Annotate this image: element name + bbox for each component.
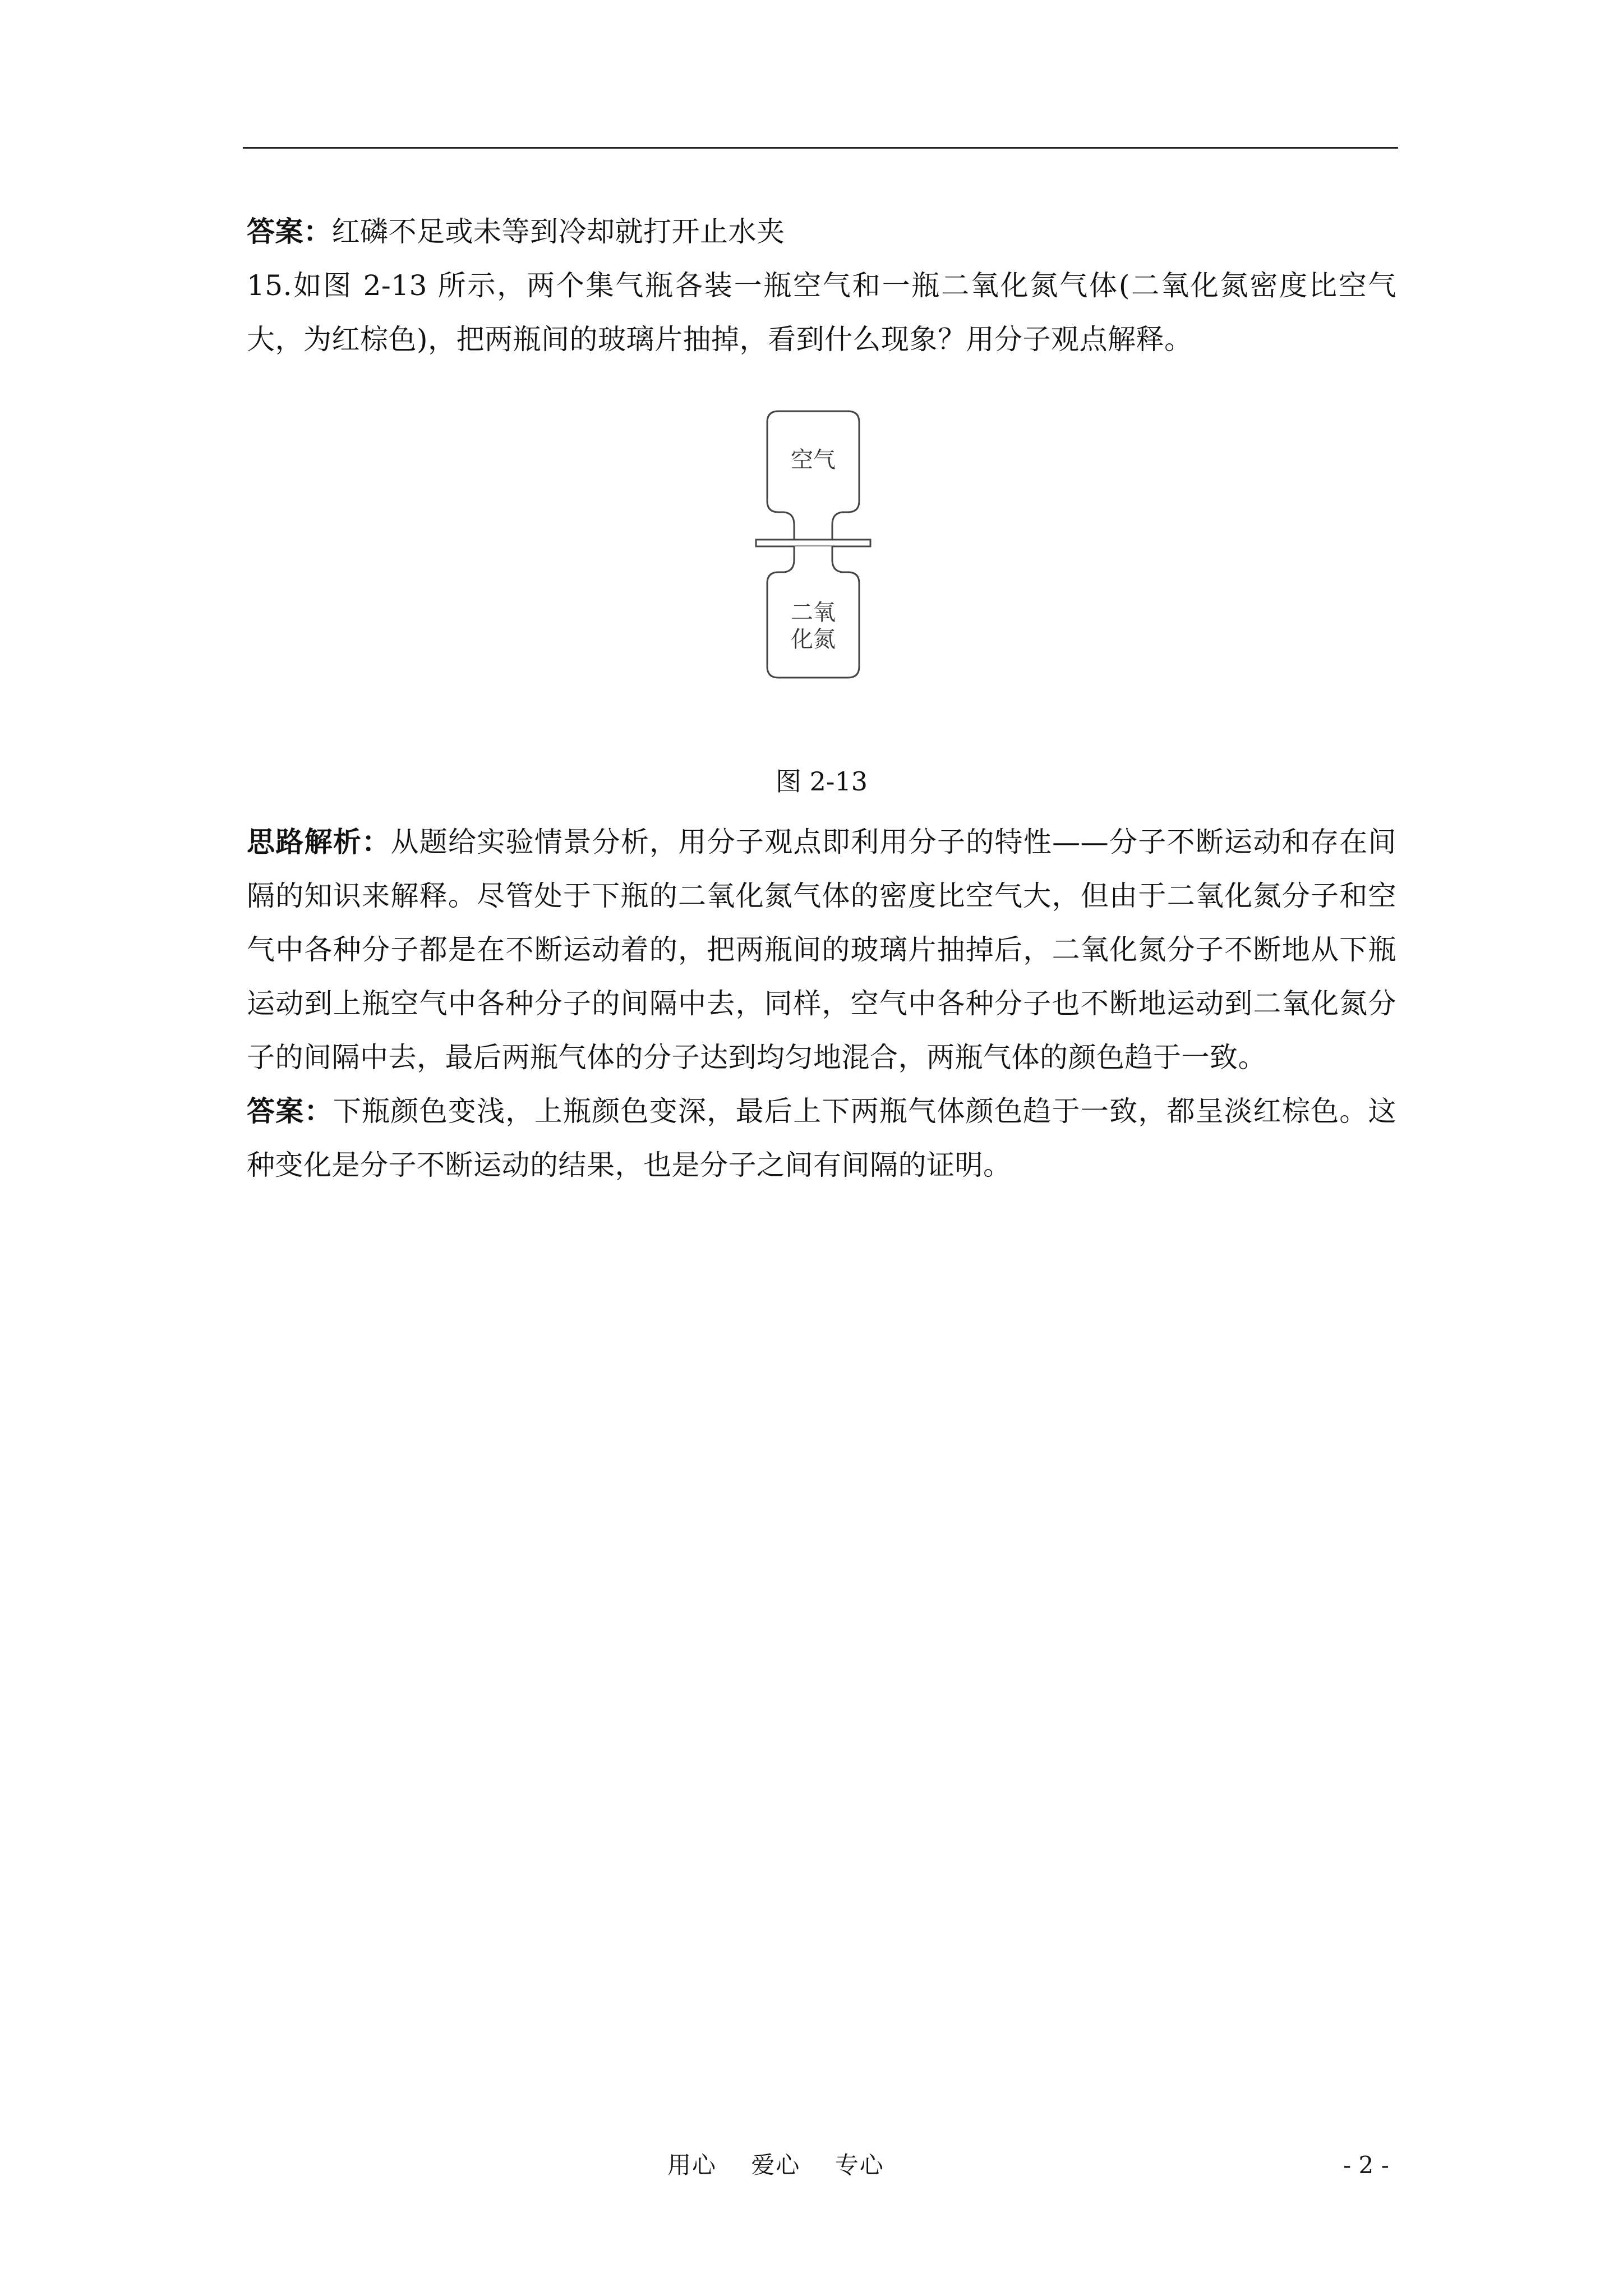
- answer-text: 红磷不足或未等到冷却就打开止水夹: [331, 215, 785, 248]
- figure-2-13: [247, 389, 1396, 748]
- lower-bottle-label-line2: 化氮: [791, 627, 836, 652]
- analysis-text: 从题给实验情景分析，用分子观点即利用分子的特性——分子不断运动和存在间隔的知识来解释。尽管处于下瓶的二氧化氮气体的密度比空气大，但由于二氧化氮分子和空气中各种分子都是在不断运动着的，把两瓶间的玻璃片抽掉后，二氧化氮分子不断地从下瓶运动到上瓶空气中各种分子的间隔中去，同样，空气中各种分子也不断地运动到二氧化氮分子的间隔中去，最后两瓶气体的分子达到均匀地混合，两瓶气体的颜色趋于一致。: [247, 826, 1397, 1074]
- answer-text-2: 下瓶颜色变浅，上瓶颜色变深，最后上下两瓶气体颜色趋于一致，都呈淡红棕色。这种变化是分子不断运动的结果，也是分子之间有间隔的证明。: [247, 1095, 1397, 1181]
- answer-label: 答案：: [247, 215, 332, 248]
- question-15: 15.如图 2-13 所示，两个集气瓶各装一瓶空气和一瓶二氧化氮气体(二氧化氮密度比空气大，为红棕色)，把两瓶间的玻璃片抽掉，看到什么现象？用分子观点解释。: [247, 269, 1396, 356]
- answer-label-2: 答案：: [247, 1094, 333, 1128]
- footer-motto: 用心 爱心 专心: [667, 2151, 884, 2179]
- answer-paragraph-1: [247, 205, 1396, 259]
- page-content: [247, 205, 1396, 1192]
- lower-bottle-label-line1: 二氧: [791, 600, 836, 625]
- upper-bottle-shape: [767, 411, 859, 540]
- upper-bottle-label: 空气: [791, 447, 836, 473]
- analysis-label: 思路解析：: [247, 825, 391, 858]
- gas-bottles-diagram: [247, 389, 1396, 748]
- analysis-paragraph: [247, 815, 1396, 1084]
- answer-paragraph-2: [247, 1084, 1396, 1192]
- header-rule: [243, 147, 1398, 149]
- figure-caption: 图 2-13: [776, 766, 868, 797]
- glass-plate: [756, 540, 870, 546]
- page-number: - 2 -: [1343, 2151, 1389, 2179]
